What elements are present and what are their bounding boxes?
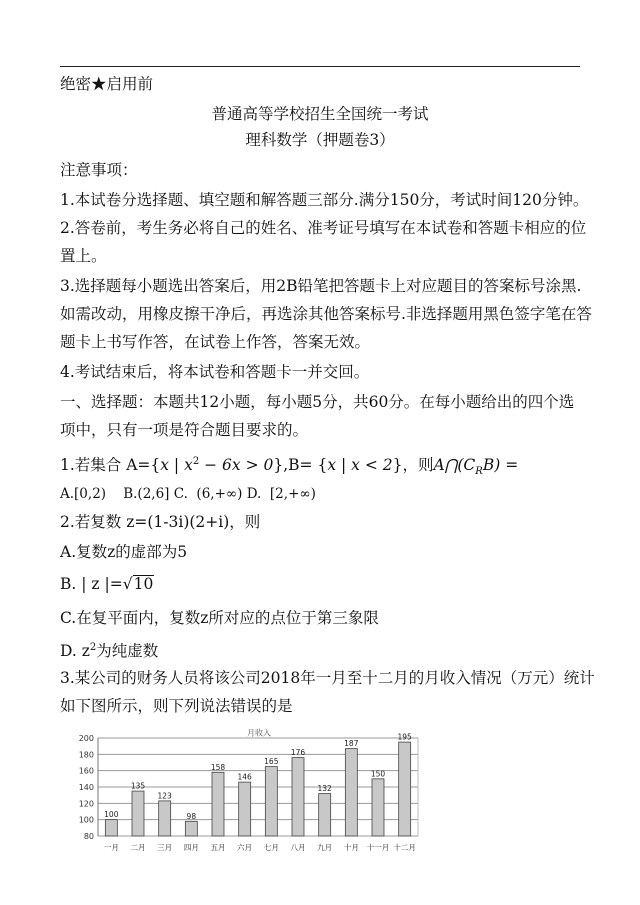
q1-suffix: }，则 [392,456,434,474]
q1-expression-end: B) = [482,456,519,474]
q2-optb-radicand: 10 [133,575,154,593]
notes-heading: 注意事项： [60,161,138,179]
x-tick-label: 九月 [317,843,333,852]
x-tick-label: 二月 [130,843,146,852]
question-2-option-d [60,638,158,661]
question-2-option-b [60,574,154,594]
note-2-line-1: 2.答卷前，考生务必将自己的姓名、准考证号填写在本试卷和答题卡相应的位 [60,219,587,237]
y-tick-label: 140 [78,783,94,792]
data-label: 123 [157,791,172,801]
data-label: 98 [186,811,197,821]
q2-optd-prefix: D. z [60,642,90,660]
bar [132,791,144,836]
chart-y-ticks [79,734,94,841]
data-label: 187 [344,739,359,749]
chart-bars [105,742,410,836]
bar [105,820,117,836]
q2-optd-suffix: 为纯虚数 [96,642,159,660]
x-tick-label: 三月 [157,843,173,852]
question-2-option-c: C.在复平面内，复数z所对应的点位于第三象限 [60,609,379,627]
q1-set-a-part1: x | x [160,456,193,474]
data-label: 176 [290,748,306,758]
question-2-option-a: A.复数z的虚部为5 [60,543,188,561]
x-tick-label: 十一月 [366,843,390,852]
bar [265,767,277,836]
y-tick-label: 200 [78,734,94,743]
bar [319,794,331,836]
bar [159,801,171,836]
q1-expression: A⋂(C [433,456,476,474]
data-label: 100 [104,810,119,820]
chart-grid [98,738,418,836]
question-2-stem: 2.若复数 z=(1-3i)(2+i)，则 [60,513,261,531]
bar [185,821,197,836]
note-1: 1.本试卷分选择题、填空题和解答题三部分.满分150分，考试时间120分钟。 [60,191,589,209]
q1-set-a-exponent: 2 [192,456,200,467]
data-label: 132 [317,784,332,794]
x-tick-label: 六月 [237,843,253,852]
bar [292,758,304,836]
question-1-options: A.[0,2) B.(2,6] C. (6,+∞) D. [2,+∞) [60,486,316,502]
x-tick-label: 五月 [210,843,226,852]
top-rule [60,66,580,67]
note-3-line-2: 如需改动，用橡皮擦干净后，再选涂其他答案标号.非选择题用黑色签字笔在答 [60,305,592,323]
y-tick-label: 180 [78,750,94,760]
x-tick-label: 十月 [343,843,359,852]
question-1-stem [60,452,518,482]
question-3-line-1: 3.某公司的财务人员将该公司2018年一月至十二月的月收入情况（万元）统计 [60,669,595,687]
bar [345,749,357,836]
x-tick-label: 十二月 [393,843,416,852]
data-label: 165 [264,757,279,767]
note-3-line-3: 题卡上书写作答，在试卷上作答，答案无效。 [60,333,371,351]
bar [212,772,224,836]
data-label: 158 [210,762,226,772]
question-3-line-2: 如下图所示，则下列说法错误的是 [60,697,293,715]
monthly-income-chart [60,728,430,858]
q1-set-b: x | x < 2 [327,456,393,474]
q2-optb-prefix: B. | z |= [60,575,123,593]
y-tick-label: 120 [78,799,94,809]
x-tick-label: 四月 [183,843,199,852]
q1-expression-subscript: R [475,466,483,478]
q1-set-a-part2: − 6x > 0 [199,456,274,474]
bar [372,779,384,836]
exam-subtitle: 理科数学（押题卷3） [245,131,395,149]
sqrt-sign: √ [122,575,133,593]
bar [399,742,411,836]
bar [239,782,251,836]
section-1-line-1: 一、选择题：本题共12小题，每小题5分，共60分。在每小题给出的四个选 [60,393,575,411]
q1-mid: },B= { [273,456,328,474]
chart-data-labels [104,733,412,821]
section-1-line-2: 项中，只有一项是符合题目要求的。 [60,421,309,439]
note-2-line-2: 置上。 [60,247,107,265]
x-tick-label: 八月 [290,843,306,852]
chart-title: 月收入 [247,728,271,738]
note-4: 4.考试结束后，将本试卷和答题卡一并交回。 [60,363,370,381]
data-label: 135 [130,781,146,791]
data-label: 146 [237,772,252,782]
chart-x-ticks [104,842,416,852]
data-label: 195 [397,732,412,742]
data-label: 150 [370,769,386,779]
y-tick-label: 100 [78,815,94,825]
note-3-line-1: 3.选择题每小题选出答案后，用2B铅笔把答题卡上对应题目的答案标号涂黑. [60,277,582,295]
confidential-mark: 绝密★启用前 [60,75,154,93]
exam-title: 普通高等学校招生全国统一考试 [211,105,429,123]
y-tick-label: 160 [78,766,94,776]
x-tick-label: 七月 [263,843,279,852]
q2-optd-exponent: 2 [89,642,97,653]
x-tick-label: 一月 [103,843,119,852]
y-tick-label: 80 [83,832,94,841]
q1-prefix: 1.若集合 A={ [60,456,161,474]
